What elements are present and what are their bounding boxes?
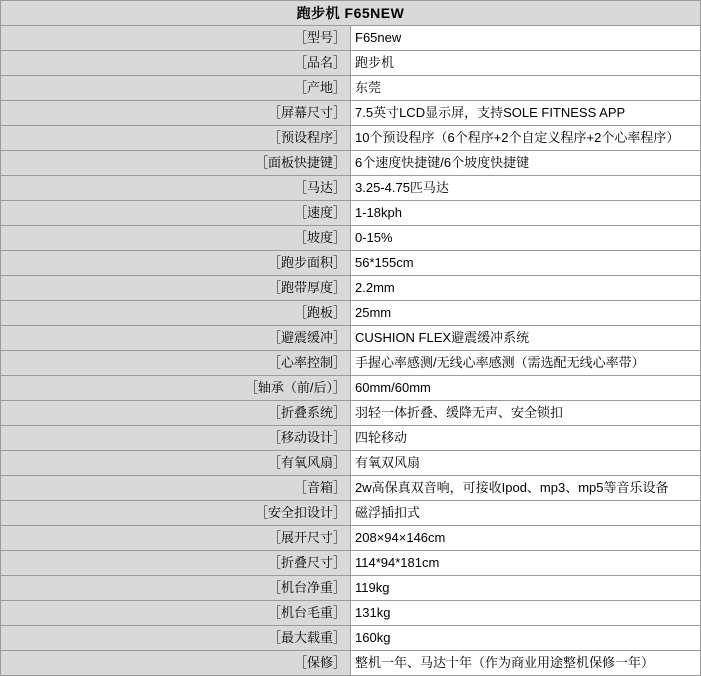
spec-label: ［折叠尺寸］ bbox=[1, 551, 351, 576]
spec-value: 2w高保真双音响，可接收Ipod、mp3、mp5等音乐设备 bbox=[351, 476, 701, 501]
spec-value: 羽轻一体折叠、缓降无声、安全锁扣 bbox=[351, 401, 701, 426]
table-row bbox=[1, 126, 701, 151]
spec-value: 6个速度快捷键/6个坡度快捷键 bbox=[351, 151, 701, 176]
spec-value: 四轮移动 bbox=[351, 426, 701, 451]
spec-value: 160kg bbox=[351, 626, 701, 651]
spec-value: 119kg bbox=[351, 576, 701, 601]
table-row bbox=[1, 476, 701, 501]
spec-value: 有氧双风扇 bbox=[351, 451, 701, 476]
spec-label: ［最大载重］ bbox=[1, 626, 351, 651]
spec-label: ［跑带厚度］ bbox=[1, 276, 351, 301]
spec-value: CUSHION FLEX避震缓冲系统 bbox=[351, 326, 701, 351]
spec-value: 跑步机 bbox=[351, 51, 701, 76]
spec-label: ［心率控制］ bbox=[1, 351, 351, 376]
spec-value: 60mm/60mm bbox=[351, 376, 701, 401]
spec-value: 7.5英寸LCD显示屏，支持SOLE FITNESS APP bbox=[351, 101, 701, 126]
table-row bbox=[1, 201, 701, 226]
table-row bbox=[1, 251, 701, 276]
table-row bbox=[1, 601, 701, 626]
table-row bbox=[1, 351, 701, 376]
spec-label: ［坡度］ bbox=[1, 226, 351, 251]
table-row bbox=[1, 301, 701, 326]
spec-value: 114*94*181cm bbox=[351, 551, 701, 576]
spec-label: ［展开尺寸］ bbox=[1, 526, 351, 551]
spec-label: ［有氧风扇］ bbox=[1, 451, 351, 476]
spec-label: ［机台毛重］ bbox=[1, 601, 351, 626]
table-row bbox=[1, 376, 701, 401]
spec-label: ［品名］ bbox=[1, 51, 351, 76]
spec-label: ［马达］ bbox=[1, 176, 351, 201]
page-title: 跑步机 F65NEW bbox=[1, 1, 701, 26]
spec-label: ［避震缓冲］ bbox=[1, 326, 351, 351]
spec-value: 3.25-4.75匹马达 bbox=[351, 176, 701, 201]
table-row bbox=[1, 501, 701, 526]
spec-label: ［机台净重］ bbox=[1, 576, 351, 601]
table-row bbox=[1, 551, 701, 576]
table-row bbox=[1, 276, 701, 301]
spec-value: 131kg bbox=[351, 601, 701, 626]
table-row bbox=[1, 326, 701, 351]
table-row bbox=[1, 651, 701, 676]
spec-label: ［速度］ bbox=[1, 201, 351, 226]
table-row bbox=[1, 451, 701, 476]
table-row bbox=[1, 401, 701, 426]
spec-label: ［保修］ bbox=[1, 651, 351, 676]
spec-value: 手握心率感测/无线心率感测（需选配无线心率带） bbox=[351, 351, 701, 376]
spec-label: ［跑步面积］ bbox=[1, 251, 351, 276]
table-row bbox=[1, 26, 701, 51]
spec-label: ［安全扣设计］ bbox=[1, 501, 351, 526]
table-row bbox=[1, 51, 701, 76]
spec-label: ［面板快捷键］ bbox=[1, 151, 351, 176]
spec-value: 1-18kph bbox=[351, 201, 701, 226]
spec-value: 0-15% bbox=[351, 226, 701, 251]
spec-value: 25mm bbox=[351, 301, 701, 326]
table-title-row bbox=[1, 1, 701, 26]
spec-label: ［预设程序］ bbox=[1, 126, 351, 151]
table-row bbox=[1, 626, 701, 651]
spec-value: 2.2mm bbox=[351, 276, 701, 301]
spec-value: 东莞 bbox=[351, 76, 701, 101]
spec-table-body bbox=[1, 1, 701, 676]
spec-value: 208×94×146cm bbox=[351, 526, 701, 551]
table-row bbox=[1, 176, 701, 201]
spec-value: 整机一年、马达十年（作为商业用途整机保修一年） bbox=[351, 651, 701, 676]
table-row bbox=[1, 576, 701, 601]
table-row bbox=[1, 151, 701, 176]
spec-label: ［音箱］ bbox=[1, 476, 351, 501]
table-row bbox=[1, 76, 701, 101]
table-row bbox=[1, 526, 701, 551]
table-row bbox=[1, 426, 701, 451]
table-row bbox=[1, 226, 701, 251]
spec-label: ［型号］ bbox=[1, 26, 351, 51]
spec-label: ［轴承（前/后）］ bbox=[1, 376, 351, 401]
spec-label: ［移动设计］ bbox=[1, 426, 351, 451]
spec-value: 56*155cm bbox=[351, 251, 701, 276]
table-row bbox=[1, 101, 701, 126]
spec-label: ［跑板］ bbox=[1, 301, 351, 326]
spec-value: F65new bbox=[351, 26, 701, 51]
spec-value: 磁浮插扣式 bbox=[351, 501, 701, 526]
spec-label: ［产地］ bbox=[1, 76, 351, 101]
spec-value: 10个预设程序（6个程序+2个自定义程序+2个心率程序） bbox=[351, 126, 701, 151]
spec-label: ［折叠系统］ bbox=[1, 401, 351, 426]
spec-label: ［屏幕尺寸］ bbox=[1, 101, 351, 126]
